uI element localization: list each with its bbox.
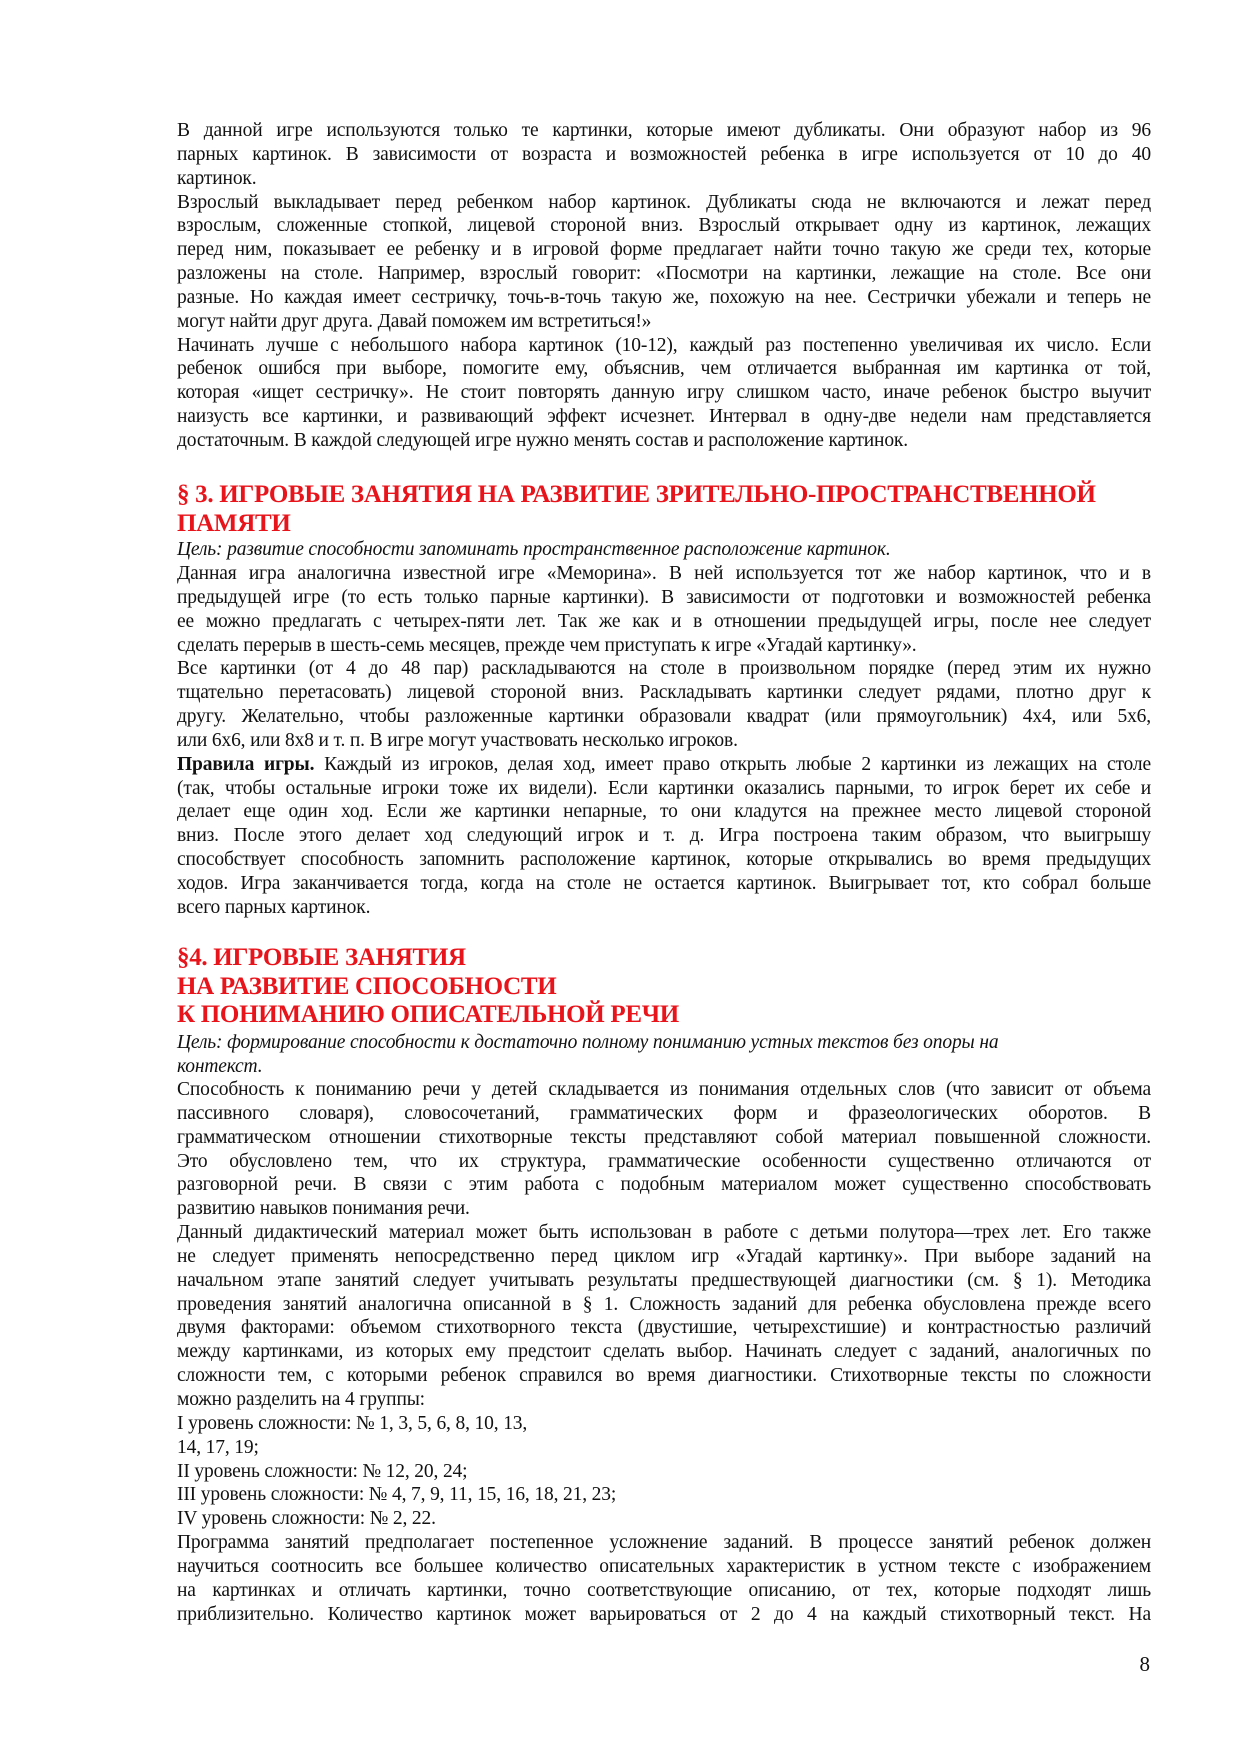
- section-4-body: [177, 1078, 1151, 1626]
- paragraph: [177, 1221, 1151, 1412]
- text-line: сделать перерыв в шесть-семь месяцев, прежде чем приступать к игре «Угадай картинку».: [177, 634, 917, 656]
- text-line: Программа занятий предполагает постепенное усложнение заданий. В процессе занятий ребенок должен: [177, 1532, 1151, 1554]
- paragraph: [177, 1531, 1151, 1626]
- text-line: Данный дидактический материал может быть использован в работе с детьми полутора—трех лет. Его также: [177, 1222, 1151, 1244]
- paragraph: [177, 944, 1151, 1030]
- text-line: двумя факторами: объемом стихотворного текста (двустишие, четырехстишие) и контрастностью различий: [177, 1317, 1151, 1339]
- text-line: ее можно предлагать с четырех-пяти лет. Так же как и в отношении предыдущей игры, после нее следует: [177, 610, 1151, 632]
- section-4-goal: [177, 1031, 1151, 1079]
- text-line: §4. ИГРОВЫЕ ЗАНЯТИЯ: [177, 944, 466, 971]
- text-line: взрослым, сложенные стопкой, лицевой стороной вниз. Взрослый открывает одну из картинок, лежащих: [177, 215, 1151, 237]
- text-line: развитию навыков понимания речи.: [177, 1198, 470, 1220]
- paragraph: [177, 657, 1151, 752]
- text-line: всего парных картинок.: [177, 896, 371, 918]
- text-line: Цель: развитие способности запоминать пространственное расположение картинок.: [177, 539, 891, 560]
- text-line: картинок.: [177, 167, 257, 189]
- text-line: Данная игра аналогична известной игре «Меморина». В ней используется тот же набор картинок, что и в: [177, 563, 1151, 584]
- text-line: наизусть все картинки, и развивающий эффект исчезнет. Интервал в одну-две недели нам представляется: [177, 406, 1151, 428]
- text-line: В данной игре используются только те картинки, которые имеют дубликаты. Они образуют набор из 96: [177, 120, 1151, 141]
- text-line: предыдущей игре (то есть только парные картинки). В зависимости от подготовки и возможностей ребенка: [177, 586, 1151, 608]
- paragraph: [177, 1031, 1151, 1079]
- text-line: между картинками, из которых ему предстоит сделать выбор. Начинать следует с заданий, аналогичных по: [177, 1341, 1151, 1363]
- paragraph: [177, 1483, 1151, 1507]
- text-line: разговорной речи. В связи с этим работа с подобным материалом может существенно способствовать: [177, 1174, 1151, 1196]
- text-line: II уровень сложности: № 12, 20, 24;: [177, 1460, 468, 1482]
- text-line: другу. Желательно, чтобы разложенные картинки образовали квадрат (или прямоугольник) 4x4, или 5x6,: [177, 706, 1151, 728]
- paragraph: [177, 538, 1151, 562]
- section-3-body: [177, 562, 1151, 920]
- paragraph: [177, 1460, 1151, 1484]
- text-line: К ПОНИМАНИЮ ОПИСАТЕЛЬНОЙ РЕЧИ: [177, 1001, 679, 1028]
- section-4-heading: [177, 944, 1151, 1030]
- paragraph: [177, 753, 1151, 920]
- text-line: Начинать лучше с небольшого набора картинок (10-12), каждый раз постепенно увеличивая их число. Если: [177, 334, 1151, 356]
- text-line: сложности тем, с которыми ребенок справился во время диагностики. Стихотворные тексты по сложности: [177, 1365, 1151, 1387]
- text-line: перед ним, показывает ее ребенку и в игровой форме предлагает найти точно такую же среди тех, которые: [177, 239, 1151, 261]
- paragraph: [177, 119, 1151, 191]
- text-line: способствует способность запомнить расположение картинок, которые открывались во время предыдущих: [177, 849, 1151, 871]
- text-line: тщательно перетасовать) лицевой стороной вниз. Раскладывать картинки следует рядами, плотно друг к: [177, 682, 1151, 704]
- paragraph: [177, 481, 1151, 538]
- text-line: I уровень сложности: № 1, 3, 5, 6, 8, 10, 13,: [177, 1412, 528, 1434]
- text-line: ребенок ошибся при выборе, помогите ему, объяснив, чем отличается выбранная им картинка от той,: [177, 358, 1151, 380]
- bold-lead-text: Правила игры.: [177, 753, 315, 775]
- paragraph: [177, 334, 1151, 453]
- text-line: достаточным. В каждой следующей игре нужно менять состав и расположение картинок.: [177, 429, 908, 451]
- text-line: ходов. Игра заканчивается тогда, когда на столе не остается картинок. Выигрывает тот, кто собрал больше: [177, 872, 1151, 894]
- paragraph: [177, 1078, 1151, 1221]
- text-line: контекст.: [177, 1055, 263, 1077]
- text-line: начальном этапе занятий следует учитывать результаты предшествующей диагностики (см. § 1). Методика: [177, 1269, 1151, 1291]
- section-3-heading: [177, 481, 1151, 538]
- text-line: (так, чтобы остальные игроки тоже их видели). Если картинки оказались парными, то игрок берет их себе и: [177, 777, 1151, 799]
- text-line: грамматическом отношении стихотворные тексты представляют собой материал повышенной сложности.: [177, 1126, 1151, 1148]
- text-line: разные. Но каждая имеет сестричку, точь-в-точь такую же, похожую на нее. Сестрички убежали и теперь не: [177, 286, 1151, 308]
- text-line: Цель: формирование способности к достаточно полному пониманию устных текстов без опоры на: [177, 1032, 999, 1053]
- paragraph: [177, 1412, 1151, 1460]
- text-line: парных картинок. В зависимости от возраста и возможностей ребенка в игре используется от 10 до 40: [177, 143, 1151, 165]
- text-line: пассивного словаря), словосочетаний, грамматических форм и фразеологических оборотов. В: [177, 1102, 1151, 1124]
- text-line: делает еще один ход. Если же картинки непарные, то они кладутся на прежнее место лицевой стороной: [177, 801, 1151, 823]
- text-line: можно разделить на 4 группы:: [177, 1388, 425, 1410]
- text-line: могут найти друг друга. Давай поможем им встретиться!»: [177, 310, 652, 332]
- text-line: Взрослый выкладывает перед ребенком набор картинок. Дубликаты сюда не включаются и лежат перед: [177, 191, 1151, 213]
- text-line: § 3. ИГРОВЫЕ ЗАНЯТИЯ НА РАЗВИТИЕ ЗРИТЕЛЬНО-ПРОСТРАНСТВЕННОЙ: [177, 481, 1096, 508]
- section-3-goal: [177, 538, 1151, 562]
- text-line: разложены на столе. Например, взрослый говорит: «Посмотри на картинки, лежащие на столе. Все они: [177, 263, 1151, 285]
- text-line: вниз. После этого делает ход следующий игрок и т. д. Игра построена таким образом, что выигрышу: [177, 825, 1151, 847]
- text-line: на картинках и отличать картинки, точно соответствующие описанию, от тех, которые подходят лишь: [177, 1579, 1151, 1601]
- text-line: IV уровень сложности: № 2, 22.: [177, 1508, 436, 1530]
- text-line: ПАМЯТИ: [177, 509, 291, 537]
- text-line: III уровень сложности: № 4, 7, 9, 11, 15, 16, 18, 21, 23;: [177, 1484, 617, 1506]
- text-line: Способность к пониманию речи у детей складывается из понимания отдельных слов (что зависит от объема: [177, 1079, 1151, 1100]
- text-line: НА РАЗВИТИЕ СПОСОБНОСТИ: [177, 972, 557, 1000]
- text-line: которая «ищет сестричку». Не стоит повторять данную игру слишком часто, иначе ребенок быстро выучит: [177, 382, 1151, 404]
- text-line: приблизительно. Количество картинок может варьироваться от 2 до 4 на каждый стихотворный текст. На: [177, 1603, 1151, 1625]
- text-line: не следует применять непосредственно перед циклом игр «Угадай картинку». При выборе заданий на: [177, 1245, 1151, 1267]
- text-line: научиться соотносить все большее количество описательных характеристик в устном тексте с изображением: [177, 1555, 1151, 1577]
- text-line: 14, 17, 19;: [177, 1436, 259, 1458]
- text-line: Это обусловлено тем, что их структура, грамматические особенности существенно отличаются от: [177, 1150, 1151, 1172]
- text-line: Правила игры. Каждый из игроков, делая ход, имеет право открыть любые 2 картинки из лежащих на столе: [177, 753, 1151, 775]
- body-section-intro: [177, 119, 1151, 453]
- page-number: 8: [1139, 1652, 1150, 1676]
- text-line: Все картинки (от 4 до 48 пар) раскладываются на столе в произвольном порядке (перед этим их нужно: [177, 658, 1151, 680]
- paragraph: [177, 1507, 1151, 1531]
- paragraph: [177, 562, 1151, 657]
- text-line: проведения занятий аналогична описанной в § 1. Сложность заданий для ребенка обусловлена прежде всего: [177, 1293, 1151, 1315]
- text-line: или 6x6, или 8x8 и т. п. В игре могут участвовать несколько игроков.: [177, 729, 738, 751]
- paragraph: [177, 191, 1151, 334]
